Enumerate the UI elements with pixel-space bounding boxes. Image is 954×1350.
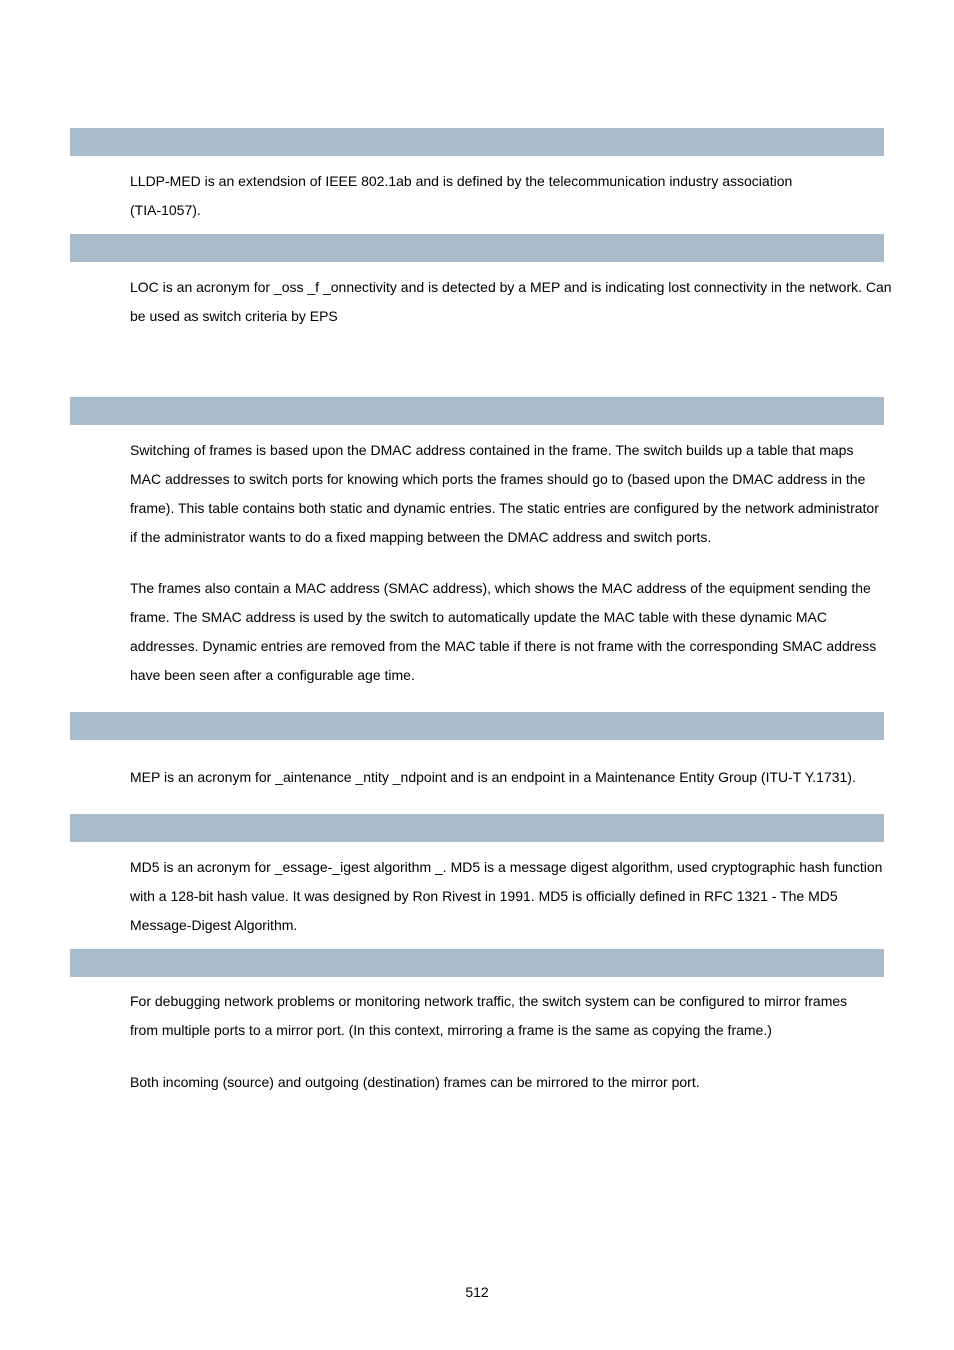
paragraph-mac-table-1: Switching of frames is based upon the DMAC address contained in the frame. The switch builds up a table that maps MAC addresses to switch ports for knowing which ports the frames should go to (based upon the DMAC address in the frame). This table contains both static and dynamic entries. The static entries are configured by the network administrator if the administrator wants to do a fixed mapping between the DMAC address and switch ports. <box>130 442 879 545</box>
paragraph-mep: MEP is an acronym for _aintenance _ntity _ndpoint and is an endpoint in a Maintenance Entity Group (ITU-T Y.1731). <box>130 769 856 785</box>
section-heading-bar-mep <box>70 712 884 740</box>
page-number: 512 <box>465 1284 489 1300</box>
paragraph-mac-table-2: The frames also contain a MAC address (SMAC address), which shows the MAC address of the equipment sending the frame. The SMAC address is used by the switch to automatically update the MAC table with these dynamic MAC addresses. Dynamic entries are removed from the MAC table if there is not frame with the corresponding SMAC address have been seen after a configurable age time. <box>130 580 877 683</box>
paragraph-loc: LOC is an acronym for _oss _f _onnectivity and is detected by a MEP and is indicating lost connectivity in the network. Can be used as switch criteria by EPS <box>130 279 892 324</box>
section-heading-bar-mac-table <box>70 397 884 425</box>
paragraph-mirroring-1: For debugging network problems or monitoring network traffic, the switch system can be configured to mirror frames from multiple ports to a mirror port. (In this context, mirroring a frame is the same as copying the frame.) <box>130 993 848 1038</box>
paragraph-md5: MD5 is an acronym for _essage-_igest algorithm _. MD5 is a message digest algorithm, used cryptographic hash function with a 128-bit hash value. It was designed by Ron Rivest in 1991. MD5 is officially defined in RFC 1321 - The MD5 Message-Digest Algorithm. <box>130 859 883 933</box>
section-heading-bar-lldp-med <box>70 128 884 156</box>
paragraph-lldp-med: LLDP-MED is an extendsion of IEEE 802.1ab and is defined by the telecommunication industry association (TIA-1057). <box>130 173 793 218</box>
section-heading-bar-md5 <box>70 814 884 842</box>
paragraph-mirroring-2: Both incoming (source) and outgoing (destination) frames can be mirrored to the mirror port. <box>130 1074 700 1090</box>
section-heading-bar-mirroring <box>70 949 884 977</box>
section-heading-bar-loc <box>70 234 884 262</box>
